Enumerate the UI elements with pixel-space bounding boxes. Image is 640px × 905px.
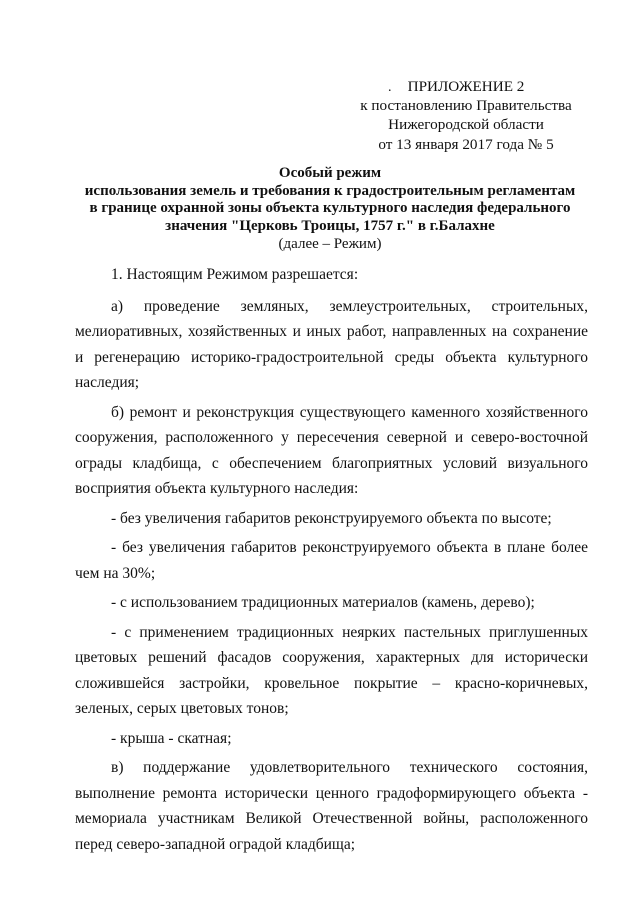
document-body — [75, 262, 588, 861]
list-item-materials: - с использованием традиционных материалов (камень, дерево); — [111, 594, 535, 611]
document-title — [70, 165, 590, 254]
list-item-height: - без увеличения габаритов реконструируемого объекта по высоте; — [111, 509, 552, 527]
list-item-roof: - крыша - скатная; — [111, 729, 232, 747]
paragraph-b: б) ремонт и реконструкция существующего каменного хозяйственного сооружения, расположенного у пересечения северной и северо-восточной ограды кладбища, с обеспечением благоприятных условий визуального восприятия объекта культурного наследия: — [75, 403, 588, 497]
title-line-5: (далее – Режим) — [278, 235, 382, 252]
title-line-2: использования земель и требования к градостроительным регламентам — [84, 182, 576, 199]
paragraph-a: а) проведение земляных, землеустроительных, строительных, мелиоративных, хозяйственных и иных работ, направленных на сохранение и регенерацию историко-градостроительной среды объекта культурного наследия; — [75, 297, 588, 391]
title-line-1: Особый режим — [278, 165, 382, 181]
title-line-4: значения "Церковь Троицы, 1757 г." в г.Балахне — [165, 218, 495, 235]
title-line-3: в границе охранной зоны объекта культурного наследия федерального — [89, 200, 571, 217]
appendix-line-3: от 13 января 2017 года № 5 — [378, 135, 554, 153]
appendix-title: ПРИЛОЖЕНИЕ 2 — [407, 78, 525, 95]
list-item-colors: - с применением традиционных неярких пастельных приглушенных цветовых решений фасадов сооружения, характерных для исторически сложившейся застройки, кровельное покрытие – красно-коричневых, зеленых, серых цветовых тонов; — [75, 623, 588, 717]
scan-mark: . — [388, 80, 392, 95]
list-item-plan: - без увеличения габаритов реконструируемого объекта в плане более чем на 30%; — [75, 539, 588, 582]
appendix-header — [360, 77, 572, 154]
appendix-line-1: к постановлению Правительства — [360, 97, 572, 115]
appendix-line-2: Нижегородской области — [388, 116, 544, 134]
paragraph-c: в) поддержание удовлетворительного технического состояния, выполнение ремонта исторически ценного градоформирующего объекта - мемориала участникам Великой Отечественной войны, расположенного перед северо-западной оградой кладбища; — [75, 759, 588, 853]
paragraph-1: 1. Настоящим Режимом разрешается: — [111, 266, 359, 283]
